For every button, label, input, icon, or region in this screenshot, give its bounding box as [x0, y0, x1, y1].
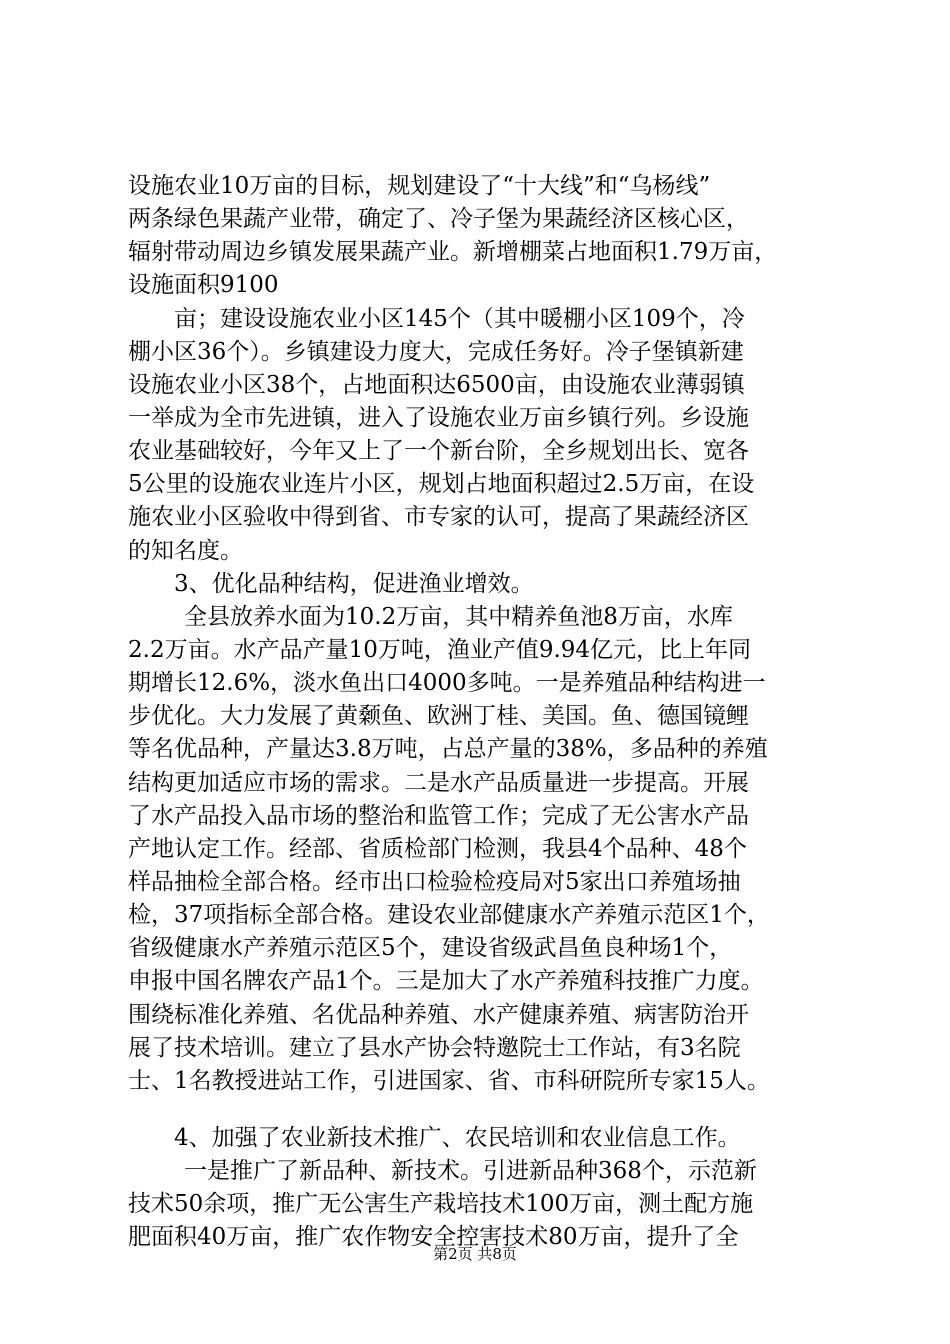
- text-line: 设施农业10万亩的目标，规划建设了“十大线”和“乌杨线”: [128, 173, 711, 199]
- text-line: 2.2万亩。水产品产量10万吨，渔业产值9.94亿元，比上年同: [128, 636, 752, 663]
- text-line: 一是推广了新品种、新技术。引进新品种368个，示范新: [184, 1158, 757, 1185]
- text-line: 样品抽检全部合格。经市出口检验检疫局对5家出口养殖场抽: [128, 868, 741, 895]
- text-line: 亩；建设设施农业小区145个（其中暖棚小区109个，冷: [174, 305, 745, 332]
- text-line: 围绕标准化养殖、名优品种养殖、水产健康养殖、病害防治开: [128, 1001, 749, 1028]
- text-line: 的知名度。: [128, 537, 243, 564]
- text-line: 展了技术培训。建立了县水产协会特邀院士工作站，有3名院: [128, 1034, 741, 1061]
- text-line: 期增长12.6%，淡水鱼出口4000多吨。一是养殖品种结构进一: [128, 670, 766, 697]
- text-line: 施农业小区验收中得到省、市专家的认可，提高了果蔬经济区: [128, 504, 749, 531]
- text-line: 棚小区36个）。乡镇建设力度大，完成任务好。冷子堡镇新建: [128, 338, 744, 365]
- text-line: 肥面积40万亩，推广农作物安全控害技术80万亩，提升了全: [128, 1224, 739, 1251]
- text-line: 结构更加适应市场的需求。二是水产品质量进一步提高。开展: [128, 769, 749, 796]
- text-line: 检，37项指标全部合格。建设农业部健康水产养殖示范区1个，: [128, 902, 770, 929]
- text-line: 两条绿色果蔬产业带，确定了、冷子堡为果蔬经济区核心区，: [128, 206, 749, 233]
- text-line: 产地认定工作。经部、省质检部门检测，我县4个品种、48个: [128, 835, 747, 862]
- text-line: 全县放养水面为10.2万亩，其中精养鱼池8万亩，水库: [184, 603, 733, 630]
- page-number-footer: 第2页 共8页: [433, 1245, 517, 1263]
- text-line: 申报中国名牌农产品1个。三是加大了水产养殖科技推广力度。: [128, 968, 764, 995]
- text-line: 辐射带动周边乡镇发展果蔬产业。新增棚菜占地面积1.79万亩，: [128, 239, 778, 266]
- document-body: [128, 170, 828, 1255]
- text-line: 等名优品种，产量达3.8万吨，占总产量的38%，多品种的养殖: [128, 736, 768, 763]
- text-line: 农业基础较好，今年又上了一个新台阶，全乡规划出长、宽各: [128, 438, 749, 465]
- text-line: 5公里的设施农业连片小区，规划占地面积超过2.5万亩，在设: [128, 471, 755, 498]
- section-heading: 3、优化品种结构，促进渔业增效。: [174, 570, 534, 597]
- section-heading: 4、加强了农业新技术推广、农民培训和农业信息工作。: [174, 1124, 741, 1151]
- text-line: 技术50余项，推广无公害生产栽培技术100万亩，测土配方施: [128, 1191, 754, 1218]
- text-line: 省级健康水产养殖示范区5个，建设省级武昌鱼良种场1个，: [128, 935, 733, 962]
- text-line: 设施面积9100: [128, 272, 279, 299]
- text-line: 设施农业小区38个，占地面积达6500亩，由设施农业薄弱镇: [128, 371, 745, 398]
- text-line: 步优化。大力发展了黄颡鱼、欧洲丁桂、美国。鱼、德国镜鲤: [128, 703, 749, 730]
- text-line: 一举成为全市先进镇，进入了设施农业万亩乡镇行列。乡设施: [128, 404, 749, 431]
- paragraph-gap: [128, 1098, 828, 1122]
- text-line: 士、1名教授进站工作，引进国家、省、市科研院所专家15人。: [128, 1067, 770, 1094]
- text-line: 了水产品投入品市场的整治和监管工作；完成了无公害水产品: [128, 802, 749, 829]
